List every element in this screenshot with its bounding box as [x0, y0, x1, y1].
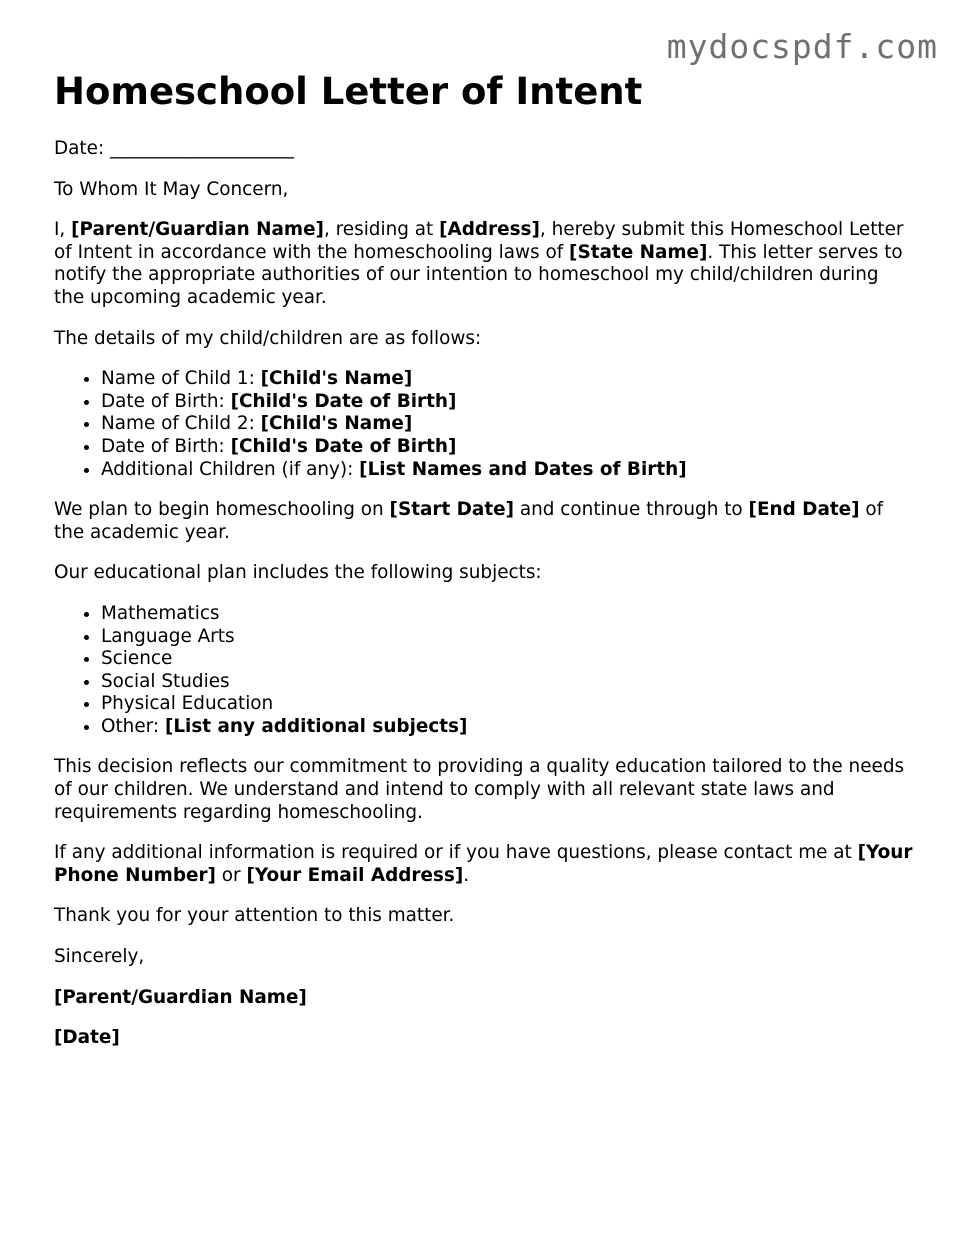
list-item — [101, 716, 914, 739]
children-intro: The details of my child/children are as follows: — [54, 327, 482, 349]
list-item: • Physical Education — [101, 693, 914, 716]
state-name-placeholder: [State Name] — [569, 241, 708, 263]
list-item-value: [Child's Name] — [260, 413, 413, 435]
address-placeholder: [Address] — [439, 219, 540, 241]
list-item-value: [Child's Date of Birth] — [230, 390, 457, 412]
date-line — [54, 138, 914, 161]
list-item — [101, 368, 914, 391]
list-item-value: [Child's Date of Birth] — [230, 435, 457, 457]
list-item-label: Date of Birth: — [101, 435, 231, 457]
signature-date — [54, 1027, 914, 1050]
page-title: Homeschool Letter of Intent — [54, 70, 643, 113]
intro-paragraph — [54, 219, 914, 309]
list-item-label: Date of Birth: — [101, 390, 231, 412]
intro-text-4: . This letter serves to notify the appropriate authorities of our intention to homeschool my child/children during the upcoming academic year. — [54, 241, 903, 308]
list-item — [101, 436, 914, 459]
contact-text-2: or — [215, 864, 247, 886]
start-date-placeholder: [Start Date] — [389, 499, 515, 521]
subjects-intro: Our educational plan includes the following subjects: — [54, 562, 542, 584]
list-item: • Social Studies — [101, 671, 914, 694]
letter-document — [54, 70, 914, 1068]
schedule-text-2: and continue through to — [514, 499, 749, 521]
commitment-paragraph: This decision reflects our commitment to providing a quality education tailored to the needs of our children. We understand and intend to comply with all relevant state laws and requirements regarding homeschooling. — [54, 756, 905, 823]
schedule-paragraph — [54, 499, 914, 544]
list-item: • Mathematics — [101, 603, 914, 626]
children-list — [54, 368, 914, 481]
list-item: • Science — [101, 648, 914, 671]
contact-text-1: If any additional information is required or if you have questions, please contact me at — [54, 842, 858, 864]
intro-text-2: , residing at — [323, 219, 440, 241]
contact-text-3: . — [463, 864, 470, 886]
list-item-label: Name of Child 2: — [101, 413, 261, 435]
schedule-text-1: We plan to begin homeschooling on — [54, 499, 390, 521]
email-placeholder: [Your Email Address] — [246, 864, 464, 886]
salutation: To Whom It May Concern, — [54, 178, 289, 200]
list-item — [101, 459, 914, 482]
phone-placeholder: [Your Phone Number] — [54, 842, 913, 886]
contact-paragraph — [54, 842, 914, 887]
list-item-value: [Child's Name] — [260, 368, 413, 390]
intro-text-1: I, — [54, 219, 72, 241]
parent-name-placeholder: [Parent/Guardian Name] — [71, 219, 324, 241]
schedule-text-3: of the academic year. — [54, 499, 884, 543]
closing-line: Sincerely, — [54, 946, 145, 968]
list-item-value: [List Names and Dates of Birth] — [359, 458, 687, 480]
list-item — [101, 413, 914, 436]
list-item-label: Name of Child 1: — [101, 368, 261, 390]
list-item-label: Other: — [101, 715, 165, 737]
signature-name — [54, 987, 914, 1010]
signature-date-text: [Date] — [54, 1027, 120, 1049]
list-item: • Language Arts — [101, 626, 914, 649]
end-date-placeholder: [End Date] — [748, 499, 860, 521]
intro-text-3: , hereby submit this Homeschool Letter of Intent in accordance with the homeschooling laws of — [54, 219, 904, 263]
thanks-line: Thank you for your attention to this matter. — [54, 905, 455, 927]
date-label: Date: — [54, 138, 110, 159]
list-item-label: Additional Children (if any): — [101, 458, 360, 480]
subjects-list — [54, 603, 914, 739]
date-blank: ____________________ — [110, 138, 294, 159]
list-item-value: [List any additional subjects] — [164, 715, 468, 737]
signature-name-text: [Parent/Guardian Name] — [54, 986, 307, 1008]
watermark: mydocspdf.com — [666, 27, 938, 66]
list-item — [101, 391, 914, 414]
